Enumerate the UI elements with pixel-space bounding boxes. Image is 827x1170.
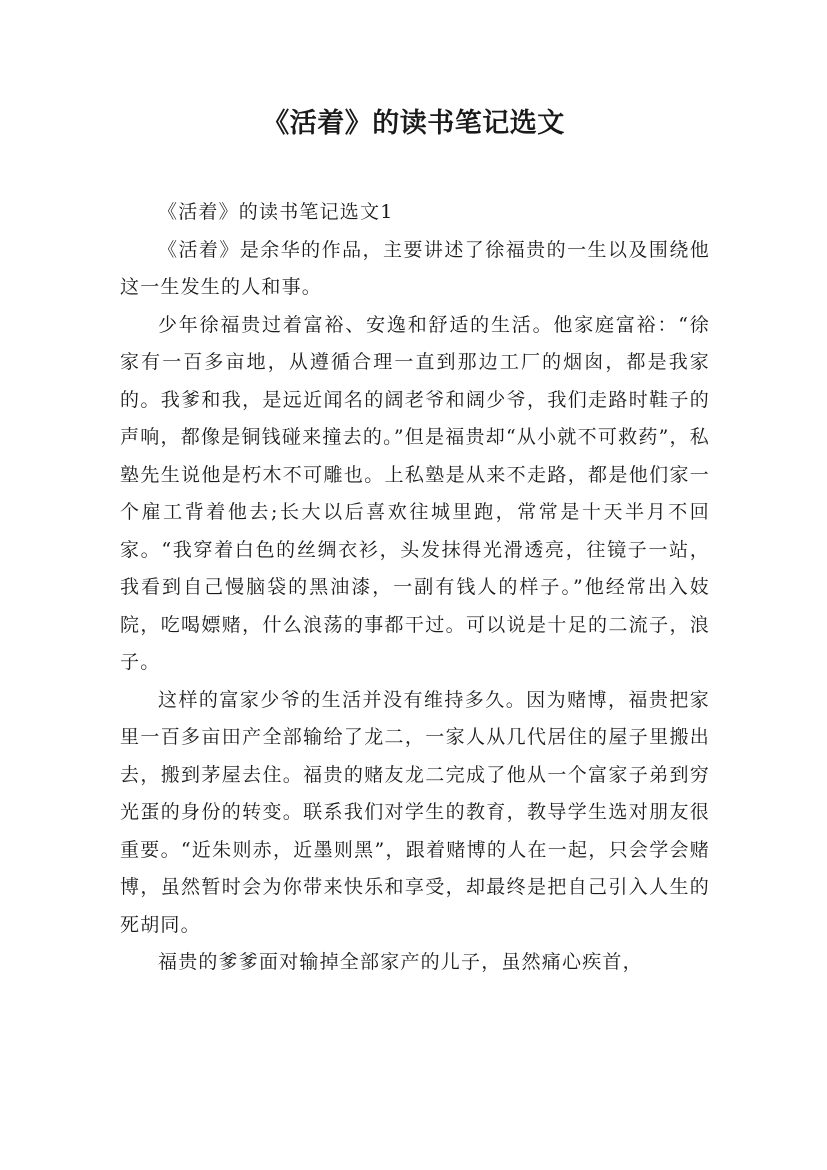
paragraph: 《活着》是余华的作品，主要讲述了徐福贵的一生以及围绕他这一生发生的人和事。	[120, 238, 710, 298]
paragraph: 少年徐福贵过着富裕、安逸和舒适的生活。他家庭富裕：“徐家有一百多亩地，从遵循合理一直到那边工厂的烟囱，都是我家的。我爹和我，是远近闻名的阔老爷和阔少爷，我们走路时鞋子的声响，都像是铜钱碰来撞去的。”但是福贵却“从小就不可救药”，私塾先生说他是朽木不可雕也。上私塾是从来不走路，都是他们家一个雇工背着他去;长大以后喜欢往城里跑，常常是十天半月不回家。“我穿着白色的丝绸衣衫，头发抹得光滑透亮，往镜子一站，我看到自己慢脑袋的黑油漆，一副有钱人的样子。”他经常出入妓院，吃喝嫖赌，什么浪荡的事都干过。可以说是十足的二流子，浪子。	[120, 313, 710, 673]
section-heading: 《活着》的读书笔记选文1	[158, 201, 394, 223]
document-title: 《活着》的读书笔记选文	[262, 108, 565, 139]
paragraph: 这样的富家少爷的生活并没有维持多久。因为赌博，福贵把家里一百多亩田产全部输给了龙二，一家人从几代居住的屋子里搬出去，搬到茅屋去住。福贵的赌友龙二完成了他从一个富家子弟到穷光蛋的身份的转变。联系我们对学生的教育，教导学生选对朋友很重要。“近朱则赤，近墨则黑”，跟着赌博的人在一起，只会学会赌博，虽然暂时会为你带来快乐和享受，却最终是把自己引入人生的死胡同。	[120, 688, 710, 936]
document-body	[120, 194, 710, 982]
paragraph: 福贵的爹爹面对输掉全部家产的儿子，虽然痛心疾首，	[158, 951, 643, 973]
